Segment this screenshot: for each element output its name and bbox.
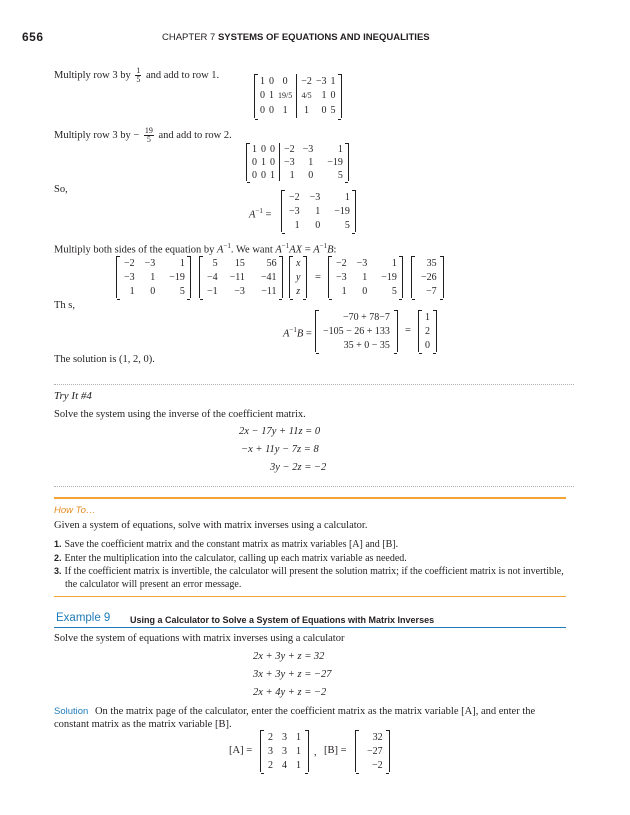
page-number: 656 [22, 30, 44, 44]
so-label: So, [54, 184, 68, 195]
solution-label: Solution [54, 706, 89, 717]
matrix-cell: −3 [289, 205, 300, 217]
matrix2 [246, 143, 349, 181]
step1-post: and add to row 1. [145, 69, 220, 81]
divider [54, 384, 574, 385]
equals-sign: = [315, 272, 321, 283]
p3-col [332, 256, 351, 298]
matrix-cell: −27 [367, 745, 383, 757]
matrix-cell: 1 [344, 191, 350, 203]
frac-den: 5 [146, 135, 151, 144]
p2-col [253, 256, 279, 298]
matrix-cell: 0 [252, 170, 257, 181]
divider [54, 486, 574, 487]
inverse-sup: −1 [255, 207, 263, 215]
matrix-cell: 1 [315, 205, 321, 217]
matrix-cell: 19/5 [278, 91, 293, 101]
matrix-cell: 1 [252, 144, 257, 155]
example-eq1: 2x + 3y + z = 32 [253, 651, 325, 662]
matrix-cell: 1 [425, 311, 430, 323]
how-to-intro: Given a system of equations, solve with matrix inverses using a calculator. [54, 520, 368, 531]
matrix-cell: 1 [179, 257, 185, 269]
matrix-cell: 0 [261, 170, 266, 181]
equals-sign: = [265, 209, 272, 221]
matrix-cell: −70 + 78−7 [343, 311, 390, 323]
constant-vector [411, 256, 444, 298]
matrix-cell: 3 [282, 731, 287, 743]
multiply-mid: . We want [230, 244, 273, 256]
matrix-cell: 0 [425, 339, 430, 351]
matrix-cell: 1 [296, 759, 301, 771]
multiply-pre: Multiply both sides of the equation by [54, 244, 215, 256]
how-to-top-rule [54, 497, 566, 499]
matrix-cell: 4/5 [301, 91, 312, 101]
matrix-cell: 0 [315, 219, 321, 231]
matrix-cell: 0 [269, 105, 274, 117]
example-eq2: 3x + 3y + z = −27 [253, 669, 332, 680]
b-label: [B] = [324, 745, 347, 756]
how-to-step [54, 552, 566, 566]
matrix-cell: 1 [321, 90, 327, 102]
matrix-cell: −2 [301, 75, 312, 87]
result-sup: −1 [289, 326, 297, 334]
rhs-sup: −1 [319, 242, 328, 250]
step2-text [54, 127, 232, 144]
matrix-cell: 1 [261, 157, 266, 168]
matrix-cell: 2 [268, 759, 273, 771]
step-text: Save the coefficient matrix and the constant matrix as matrix variables [A] and [B]. [64, 539, 399, 550]
frac-den: 5 [136, 75, 141, 84]
matrix-cell: −3 [284, 157, 295, 168]
p1-col [139, 256, 162, 298]
matrix-cell: 1 [337, 144, 343, 155]
matrix-cell: 1 [260, 75, 265, 87]
matrix-cell: 15 [234, 257, 245, 269]
b-col [415, 256, 440, 298]
example-underline [54, 627, 566, 628]
comma: , [314, 747, 317, 758]
how-to-step [54, 565, 566, 591]
matrix-cell: x [296, 257, 301, 269]
step-number: 1. [54, 539, 62, 549]
matrix-cell: 1 [391, 257, 397, 269]
a-col [277, 730, 292, 772]
matrix-cell: −3 [144, 257, 156, 269]
multiply-a: A [217, 244, 224, 256]
p3-col [373, 256, 399, 298]
matrix-cell: 0 [270, 157, 275, 168]
matrix-cell: 1 [282, 105, 288, 117]
step-text: If the coefficient matrix is invertible, the calculator will present the solution matrix; if the coefficient matrix is not invertible, the calculator will present an error message. [64, 566, 564, 590]
matrix-cell: z [296, 285, 301, 297]
matrix2-col [268, 143, 277, 181]
matrix-cell: y [296, 271, 301, 283]
matrix-cell: −3 [309, 191, 321, 203]
try-it-eq3: 3y − 2z = −2 [270, 462, 327, 473]
chapter-header [162, 32, 430, 43]
matrix-cell: 4 [282, 759, 287, 771]
matrix2-col [279, 143, 297, 181]
matrix-cell: 0 [261, 144, 266, 155]
matrix-cell: −1 [207, 285, 218, 297]
lhs-sup: −1 [281, 242, 290, 250]
matrix1-col [267, 74, 276, 118]
matrix-cell: 1 [296, 745, 301, 757]
inverse-matrix [281, 190, 356, 232]
try-it-prompt: Solve the system using the inverse of the coefficient matrix. [54, 409, 306, 420]
step-text: Enter the multiplication into the calculator, calling up each matrix variable as needed. [64, 552, 407, 564]
step-number: 3. [54, 566, 62, 576]
matrix-cell: 3 [282, 745, 287, 757]
matrix-cell: −2 [284, 144, 295, 155]
matrix-cell: 35 [426, 257, 437, 269]
matrix-cell: 1 [362, 271, 368, 283]
variable-vector [289, 256, 307, 298]
inverse-col [326, 190, 352, 232]
matrix-a [260, 730, 309, 772]
matrix-cell: −2 [124, 257, 135, 269]
matrix-cell: −19 [327, 157, 343, 168]
thus-label: Th s, [54, 300, 75, 311]
matrix-cell: 35 + 0 − 35 [343, 339, 390, 351]
colon: : [333, 244, 337, 256]
result-calc-vector [315, 310, 398, 352]
a-col [292, 730, 305, 772]
matrix-cell: 5 [337, 170, 343, 181]
matrix2-col [259, 143, 268, 181]
calc-col [319, 310, 394, 352]
vals-col [422, 310, 433, 352]
matrix1 [254, 74, 342, 118]
how-to-steps [54, 538, 566, 591]
matrix-cell: −19 [169, 271, 185, 283]
matrix-cell: −2 [372, 759, 383, 771]
matrix-cell: 0 [308, 170, 314, 181]
matrix-cell: 0 [330, 90, 336, 102]
matrix-cell: −7 [426, 285, 437, 297]
matrix-cell: 0 [252, 157, 257, 168]
rhs-a: A [313, 244, 320, 256]
matrix2-col [319, 143, 345, 181]
rhs-rest: B [327, 244, 334, 256]
how-to-label: How To… [54, 505, 96, 516]
matrix1-col [314, 74, 329, 118]
step2-fraction [144, 127, 154, 144]
matrix-cell: 5 [330, 105, 336, 117]
try-it-eq2: −x + 11y − 7z = 8 [241, 444, 319, 455]
step2-post: and add to row 2. [158, 129, 232, 141]
step1-text [54, 67, 219, 84]
matrix-cell: 0 [282, 75, 288, 87]
lhs-a: A [275, 244, 282, 256]
matrix-cell: −11 [229, 271, 245, 283]
example-solution [54, 705, 535, 718]
matrix-cell: 1 [341, 285, 347, 297]
matrix-cell: 0 [269, 75, 274, 87]
p2-col [222, 256, 253, 298]
matrix-cell: 2 [425, 325, 430, 337]
step-number: 2. [54, 552, 62, 563]
b-col [359, 730, 386, 772]
matrix1-col [276, 74, 294, 118]
matrix-cell: −26 [421, 271, 437, 283]
matrix-cell: 1 [150, 271, 156, 283]
solution-statement: The solution is (1, 2, 0). [54, 354, 155, 365]
example-eq3: 2x + 4y + z = −2 [253, 687, 327, 698]
matrix1-col [329, 74, 338, 118]
inverse-letter: A [249, 209, 256, 221]
solution-text: On the matrix page of the calculator, enter the coefficient matrix as the matrix variable [A], and enter the [94, 706, 536, 717]
result-a: A [283, 328, 290, 340]
example-solution-cont: constant matrix as the matrix variable [B]. [54, 719, 232, 730]
vars-col [293, 256, 303, 298]
matrix-cell: 5 [344, 219, 350, 231]
matrix-cell: −3 [315, 75, 327, 87]
step1-fraction [135, 67, 141, 84]
frac-num: 1 [136, 66, 141, 75]
matrix-cell: −19 [381, 271, 397, 283]
product-matrix-1 [116, 256, 191, 298]
matrix-cell: −2 [336, 257, 347, 269]
how-to-step [54, 538, 566, 552]
matrix-cell: 3 [268, 745, 273, 757]
a-label: [A] = [229, 745, 253, 756]
equals-sign: = [305, 328, 312, 340]
matrix1-col [296, 74, 314, 118]
matrix-cell: 0 [260, 90, 265, 102]
matrix-cell: −3 [234, 285, 245, 297]
chapter-title: SYSTEMS OF EQUATIONS AND INEQUALITIES [217, 32, 430, 43]
matrix2-col [297, 143, 320, 181]
matrix-cell: −3 [124, 271, 135, 283]
matrix-cell: −3 [356, 257, 368, 269]
inverse-label [249, 205, 271, 222]
matrix-cell: 1 [129, 285, 135, 297]
matrix-cell: 5 [212, 257, 218, 269]
multiply-text [54, 240, 336, 257]
matrix1-col [258, 74, 267, 118]
matrix-cell: −11 [261, 285, 277, 297]
matrix-cell: 2 [268, 731, 273, 743]
matrix-cell: 1 [294, 219, 300, 231]
example-title: Using a Calculator to Solve a System of Equations with Matrix Inverses [130, 615, 435, 625]
matrix-cell: 56 [266, 257, 277, 269]
matrix-cell: −2 [289, 191, 300, 203]
p1-col [161, 256, 187, 298]
p3-col [351, 256, 374, 298]
matrix-cell: 32 [372, 731, 383, 743]
result-vector [418, 310, 437, 352]
matrix-cell: 1 [330, 75, 336, 87]
matrix-cell: −3 [336, 271, 347, 283]
try-it-label: Try It #4 [54, 390, 92, 402]
matrix-cell: 1 [308, 157, 314, 168]
matrix-cell: −41 [260, 271, 277, 283]
matrix-cell: −3 [302, 144, 314, 155]
result-b: B [296, 328, 304, 340]
step1-pre: Multiply row 3 by [54, 69, 131, 81]
matrix-cell: 5 [179, 285, 185, 297]
matrix-cell: 5 [391, 285, 397, 297]
matrix-cell: −19 [334, 205, 350, 217]
matrix-cell: 1 [289, 170, 295, 181]
lhs-rest: AX [289, 244, 303, 256]
matrix-cell: 0 [260, 105, 265, 117]
p2-col [203, 256, 222, 298]
product-matrix-3 [328, 256, 403, 298]
step2-pre: Multiply row 3 by − [54, 129, 140, 141]
inverse-col [285, 190, 304, 232]
how-to-bottom-rule [54, 596, 566, 597]
a-col [264, 730, 277, 772]
inverse-col [304, 190, 327, 232]
matrix2-col [250, 143, 259, 181]
chapter-label: CHAPTER 7 [162, 32, 216, 43]
matrix-cell: 0 [321, 105, 327, 117]
matrix-cell: 1 [304, 105, 310, 117]
matrix-cell: 0 [362, 285, 368, 297]
matrix-cell: −105 − 26 + 133 [323, 325, 390, 337]
try-it-eq1: 2x − 17y + 11z = 0 [239, 426, 321, 437]
matrix-cell: 0 [150, 285, 156, 297]
equals-sign: = [304, 244, 311, 256]
matrix-b [355, 730, 390, 772]
matrix-cell: −4 [207, 271, 218, 283]
matrix-cell: 1 [270, 170, 275, 181]
matrix-cell: 1 [296, 731, 301, 743]
p1-col [120, 256, 139, 298]
product-matrix-2 [199, 256, 283, 298]
example-prompt: Solve the system of equations with matrix inverses using a calculator [54, 633, 345, 644]
frac-num: 19 [144, 126, 153, 135]
matrix-cell: 1 [269, 90, 274, 102]
example-label: Example 9 [56, 612, 111, 624]
equals-sign: = [405, 325, 411, 336]
multiply-a-sup: −1 [223, 242, 231, 250]
result-label [283, 324, 312, 341]
matrix-cell: 0 [270, 144, 275, 155]
